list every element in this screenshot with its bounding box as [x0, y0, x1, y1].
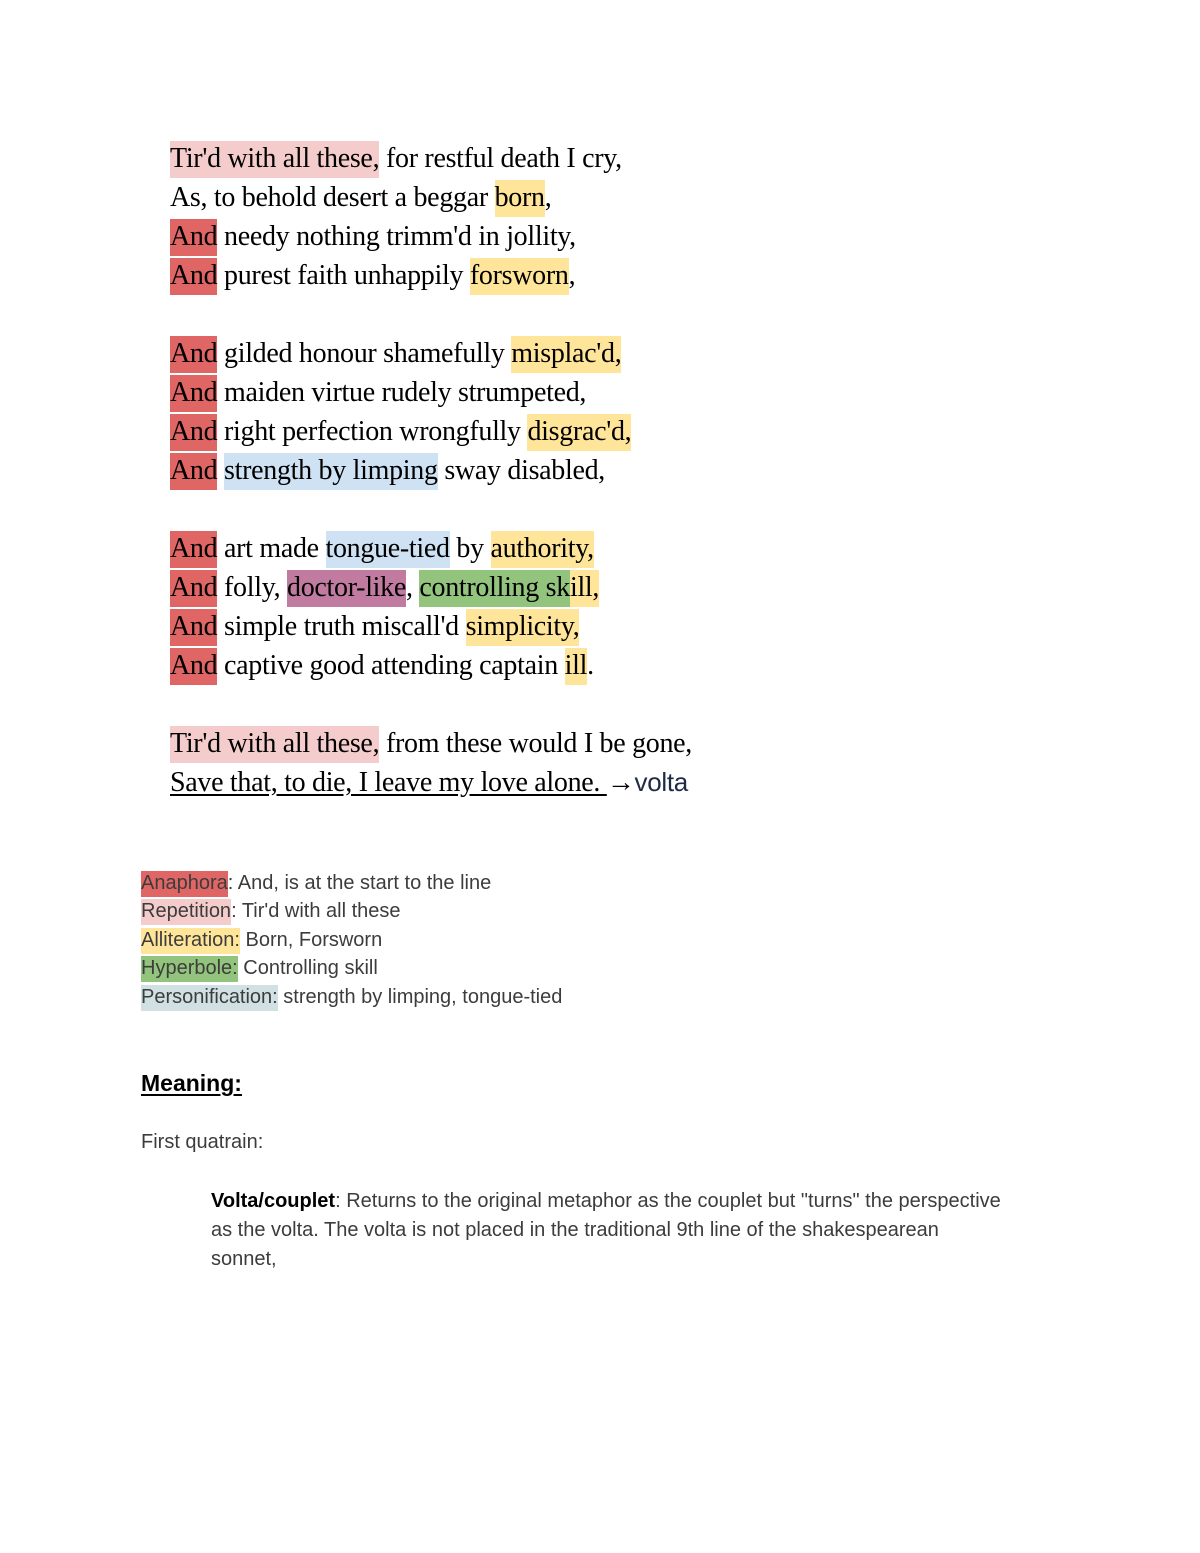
personification-highlight: strength by limping — [224, 453, 438, 490]
anaphora-highlight: And — [170, 648, 217, 685]
device-legend — [141, 869, 562, 1011]
sonnet-text — [170, 139, 1070, 841]
legend-repetition: Repetition: Tir'd with all these — [141, 897, 562, 925]
legend-term: Personification: — [141, 985, 278, 1011]
underlined-couplet-line: Save that, to die, I leave my love alone. — [170, 767, 607, 798]
anaphora-highlight: And — [170, 336, 217, 373]
anaphora-highlight: And — [170, 414, 217, 451]
stanza-2 — [170, 334, 1070, 490]
poem-line-4: And purest faith unhappily forsworn, — [170, 256, 1070, 295]
volta-couplet-paragraph: Volta/couplet: Returns to the original metaphor as the couplet but "turns" the perspective as the volta. The volta is not placed in the traditional 9th line of the shakespearean sonnet, — [211, 1190, 1001, 1270]
first-quatrain-label: First quatrain: — [141, 1131, 264, 1153]
alliteration-highlight: simplicity, — [466, 609, 580, 646]
volta-couplet-label: Volta/couplet — [211, 1190, 336, 1212]
poem-line-2: As, to behold desert a beggar born, — [170, 178, 1070, 217]
alliteration-highlight: disgrac'd, — [527, 414, 631, 451]
anaphora-highlight: And — [170, 219, 217, 256]
repetition-highlight: Tir'd with all these, — [170, 141, 379, 178]
poem-line-6: And maiden virtue rudely strumpeted, — [170, 373, 1070, 412]
poem-line-12: And captive good attending captain ill. — [170, 646, 1070, 685]
legend-term: Anaphora — [141, 871, 228, 897]
alliteration-highlight: ill, — [570, 570, 599, 607]
couplet — [170, 724, 1070, 802]
legend-personification: Personification: strength by limping, tongue-tied — [141, 983, 562, 1011]
meaning-heading: Meaning: — [141, 1070, 242, 1096]
anaphora-highlight: And — [170, 531, 217, 568]
alliteration-highlight: misplac'd, — [511, 336, 621, 373]
stanza-1 — [170, 139, 1070, 295]
anaphora-highlight: And — [170, 570, 217, 607]
anaphora-highlight: And — [170, 258, 217, 295]
poem-line-11: And simple truth miscall'd simplicity, — [170, 607, 1070, 646]
anaphora-highlight: And — [170, 375, 217, 412]
alliteration-highlight: ill — [565, 648, 587, 685]
poem-line-3: And needy nothing trimm'd in jollity, — [170, 217, 1070, 256]
alliteration-highlight: authority, — [491, 531, 594, 568]
arrow-icon: → — [606, 767, 635, 798]
legend-anaphora: Anaphora: And, is at the start to the line — [141, 869, 562, 897]
poem-line-7: And right perfection wrongfully disgrac'd, — [170, 412, 1070, 451]
poem-line-5: And gilded honour shamefully misplac'd, — [170, 334, 1070, 373]
legend-hyperbole: Hyperbole: Controlling skill — [141, 954, 562, 982]
poem-line-10: And folly, doctor-like, controlling skill, — [170, 568, 1070, 607]
poem-line-13: Tir'd with all these, from these would I be gone, — [170, 724, 1070, 763]
hyperbole-highlight: controlling sk — [419, 570, 570, 607]
poem-line-14 — [170, 763, 1070, 802]
stanza-3 — [170, 529, 1070, 685]
magenta-highlight: doctor-like — [287, 570, 406, 607]
legend-term: Hyperbole: — [141, 956, 238, 982]
alliteration-highlight: born — [495, 180, 545, 217]
legend-term: Repetition — [141, 899, 231, 925]
alliteration-highlight: forsworn — [470, 258, 569, 295]
volta-annotation: volta — [634, 767, 688, 797]
repetition-highlight: Tir'd with all these, — [170, 726, 379, 763]
poem-line-1: Tir'd with all these, for restful death I cry, — [170, 139, 1070, 178]
legend-term: Alliteration: — [141, 928, 240, 954]
poem-line-8: And strength by limping sway disabled, — [170, 451, 1070, 490]
anaphora-highlight: And — [170, 453, 217, 490]
poem-line-9: And art made tongue-tied by authority, — [170, 529, 1070, 568]
anaphora-highlight: And — [170, 609, 217, 646]
legend-alliteration: Alliteration: Born, Forsworn — [141, 926, 562, 954]
personification-highlight: tongue-tied — [326, 531, 450, 568]
